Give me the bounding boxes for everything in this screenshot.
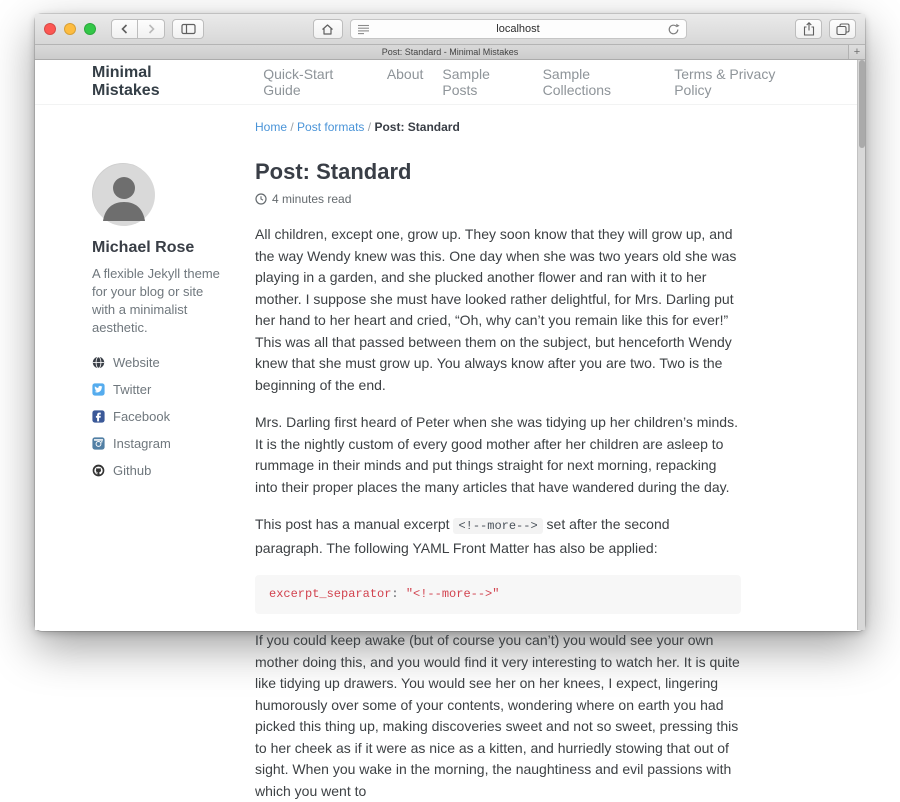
author-links (92, 355, 224, 478)
breadcrumb-link-home[interactable]: Home (255, 120, 288, 134)
author-link-instagram[interactable] (92, 436, 224, 451)
nav-link-about[interactable]: About (386, 66, 424, 82)
post-meta (255, 192, 741, 206)
toolbar-right-buttons (795, 19, 856, 39)
paragraph-text: This post has a manual excerpt (255, 516, 454, 532)
author-link-label: Instagram (113, 436, 171, 451)
author-link-facebook[interactable] (92, 409, 224, 424)
paragraph: If you could keep awake (but of course you can’t) you would see your own mother doing this, and you would find it very interesting to watch her. It is quite like tidying up drawers. You would see her on her knees, I expect, lingering humorously over some of your contents, wondering where on earth you had picked this thing up, making discoveries sweet and not so sweet, pressing this to her cheek as if it were as nice as a kitten, and hurriedly stowing that out of sight. When you wake in the morning, the naughtiness and evil passions with which you went to (255, 632, 740, 799)
masthead (35, 60, 865, 105)
read-time: 4 minutes read (272, 192, 352, 206)
breadcrumb-link-post-formats[interactable]: Post formats (297, 120, 365, 134)
reader-view-icon[interactable] (357, 24, 370, 35)
person-silhouette-icon (93, 164, 155, 226)
author-bio: A flexible Jekyll theme for your blog or site with a minimalist aesthetic. (92, 266, 220, 335)
paragraph: Mrs. Darling first heard of Peter when she was tidying up her children’s minds. It is the nightly custom of every good mother after her children are asleep to rummage in their minds and put things straight for next morning, repacking into their proper places the many articles that have wandered during the day. (255, 414, 738, 495)
breadcrumb-current: Post: Standard (374, 120, 460, 134)
new-tab-button[interactable]: + (848, 45, 865, 59)
sidebar-toggle-button[interactable] (172, 19, 204, 39)
zoom-button[interactable] (84, 23, 96, 35)
inline-code: <!--more--> (453, 518, 542, 534)
breadcrumb-separator: / (367, 120, 372, 134)
author-profile (92, 120, 224, 802)
author-link-twitter[interactable] (92, 382, 224, 397)
author-link-label: Github (113, 463, 152, 478)
avatar (92, 163, 154, 225)
breadcrumb (255, 120, 741, 134)
nav-link-terms-privacy-policy[interactable]: Terms & Privacy Policy (674, 66, 776, 98)
share-icon (803, 22, 815, 36)
twitter-icon (92, 383, 105, 396)
author-link-label: Facebook (113, 409, 171, 424)
globe-icon (92, 356, 105, 369)
page-title: Post: Standard (255, 159, 412, 184)
sidebar-icon (181, 23, 196, 35)
clock-icon (255, 193, 267, 205)
tabs-icon (836, 23, 850, 36)
url-text[interactable]: localhost (496, 23, 540, 35)
breadcrumb-separator: / (290, 120, 294, 134)
article (255, 120, 741, 802)
paragraph (255, 514, 741, 559)
site-title[interactable]: Minimal Mistakes (92, 64, 160, 99)
minimize-button[interactable] (64, 23, 76, 35)
url-field[interactable] (350, 19, 687, 39)
home-icon (321, 23, 334, 36)
page-scrollbar[interactable] (857, 60, 865, 630)
author-name: Michael Rose (92, 239, 195, 256)
instagram-icon (92, 437, 105, 450)
paragraph: All children, except one, grow up. They soon know that they will grow up, and the way Wendy knew was this. One day when she was two years old she was playing in a garden, and she plucked another flower and ran with it to her mother. I suppose she must have looked rather delightful, for Mrs. Darling put her hand to her heart and cried, “Oh, why can’t you remain like this for ever!” This was all that passed between them on the subject, but henceforth Wendy knew that she must grow up. You always know after you are two. Two is the beginning of the end. (255, 226, 737, 393)
history-nav (111, 19, 165, 39)
tab-bar (35, 45, 865, 60)
author-link-website[interactable] (92, 355, 224, 370)
page-viewport (35, 60, 865, 799)
browser-toolbar (35, 14, 865, 45)
window-controls (44, 23, 96, 35)
author-link-label: Website (113, 355, 160, 370)
back-button[interactable] (111, 19, 138, 39)
page-content (35, 105, 865, 802)
browser-window (35, 14, 865, 799)
yaml-colon: : (391, 587, 406, 601)
primary-nav (263, 66, 808, 98)
nav-link-quick-start-guide[interactable]: Quick-Start Guide (263, 66, 334, 98)
chevron-left-icon (119, 23, 131, 35)
home-button[interactable] (313, 19, 343, 39)
tab-title[interactable]: Post: Standard - Minimal Mistakes (381, 47, 519, 57)
share-button[interactable] (795, 19, 822, 39)
code-block (255, 575, 741, 614)
yaml-value: "<!--more-->" (405, 587, 500, 601)
nav-link-sample-collections[interactable]: Sample Collections (542, 66, 612, 98)
yaml-key: excerpt_separator (269, 587, 392, 601)
author-link-github[interactable] (92, 463, 224, 478)
scrollbar-thumb[interactable] (859, 60, 865, 148)
tab-overview-button[interactable] (829, 19, 856, 39)
refresh-icon[interactable] (667, 23, 680, 36)
github-icon (92, 464, 105, 477)
forward-button[interactable] (138, 19, 165, 39)
facebook-icon (92, 410, 105, 423)
paragraph-text: set after the second paragraph. The following YAML Front Matter has also be applied: (255, 516, 670, 556)
chevron-right-icon (145, 23, 157, 35)
close-button[interactable] (44, 23, 56, 35)
author-link-label: Twitter (113, 382, 152, 397)
nav-link-sample-posts[interactable]: Sample Posts (442, 66, 490, 98)
